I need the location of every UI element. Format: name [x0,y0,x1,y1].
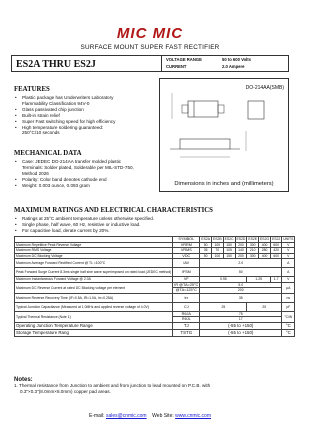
feature-item: • High temperature soldering guaranteed: [14,125,115,131]
website-link[interactable]: www.cnmic.com [175,413,211,419]
package-drawing-box [159,78,289,192]
part-range-title: ES2A THRU ES2J [12,56,162,71]
table-cell: V [282,277,295,283]
table-header: SYMBOL [173,237,200,243]
table-cell: ns [282,293,295,302]
ratings-table [14,236,295,337]
ir-condition: @TA=25°C [179,282,199,287]
feature-item: • Super Fast switching speed for high efficiency [14,119,115,125]
table-cell: 600 [271,242,282,248]
table-header: ES2C [224,237,234,242]
table-cell: 5.0 [200,282,282,288]
voltage-value: 50 to 600 Volts [222,57,252,62]
mechanical-list [14,159,134,189]
table-header: ES2D [236,237,246,242]
table-header: UNITS [283,237,294,242]
table-cell: 420 [271,248,282,254]
table-cell: CJ [173,302,200,311]
feature-item: Flammability Classification 94V-0 [22,100,90,106]
table-cell: trr [173,293,200,302]
table-cell: IAV [173,259,200,268]
table-row [15,268,295,277]
table-cell: 200 [200,288,282,294]
ir-symbol: IR [174,282,179,287]
table-cell: 100 [211,242,223,248]
table-cell: °C [282,322,295,329]
email-link[interactable]: sales@cnmic.com [105,413,147,419]
table-cell: (-55 to +150) [200,322,282,329]
table-cell: 200 [235,253,247,259]
feature-item: • Glass passivated chip junction [14,107,115,113]
table-cell: Maximum Average Forward Rectified Current @ TL =100°C [15,259,173,268]
table-header: ES2A [201,237,210,242]
mechanical-heading: MECHANICAL DATA [14,150,82,157]
feature-item: • Built-in strain relief [14,113,115,119]
mechanical-item: Method 2026 [22,170,49,176]
table-cell: 400 [259,242,271,248]
ratings-heading: MAXIMUM RATINGS AND ELECTRICAL CHARACTERISTICS [14,207,213,214]
table-cell: VRMS [173,248,200,254]
table-cell: Storage Temperature Rang [15,329,173,336]
table-cell: 0.95 [200,277,247,283]
table-cell: 75 [200,311,282,317]
table-cell: 100 [211,253,223,259]
table-cell: @TA=125°C [173,288,200,294]
table-cell: Maximum RMS Voltage [15,248,173,254]
table-row [15,329,295,336]
table-cell: 140 [235,248,247,254]
table-cell: 105 [223,248,235,254]
notes-section [14,377,210,395]
table-cell: 35 [200,293,282,302]
table-cell: IFSM [173,268,200,277]
table-cell: 50 [200,268,282,277]
website-label: Web Site: [152,413,174,419]
table-cell [173,282,200,288]
table-cell: 280 [259,248,271,254]
table-cell: pF [282,302,295,311]
current-value: 2.0 Ampere [222,63,245,69]
mechanical-item: • Weight: 0.003 ounce, 0.093 gram [14,183,134,189]
rating-item: • Single phase, half wave, 60 Hz, resistive or inductive load. [14,222,154,228]
table-cell: VRRM [173,242,200,248]
table-cell: VF [173,277,200,283]
table-cell: 210 [247,248,259,254]
table-cell: Typical Thermal Resistance (Note 1) [15,311,173,322]
features-list [14,95,115,136]
table-cell: 70 [211,248,223,254]
table-cell: Maximum DC Reverse Current at rated DC Blocking voltage per element [15,282,173,293]
table-row [15,293,295,302]
voltage-label: VOLTAGE RANGE [166,57,202,62]
rating-item: • For capacitive load, derate current by 20%. [14,228,154,234]
spec-summary [166,57,251,70]
table-cell: 35 [200,248,212,254]
table-cell: °C [282,329,295,336]
logo-text: MIC MIC [116,25,184,42]
table-cell: 2.0 [200,259,282,268]
notes-heading: Notes: [14,377,33,383]
table-cell: µA [282,282,295,293]
table-cell: 150 [223,253,235,259]
table-cell: 50 [200,253,212,259]
table-cell: RθJL [173,317,200,323]
table-cell: 20 [247,302,282,311]
table-cell: Typical Junction Capacitance (Measured at 1.0MHz and applied reverse voltage of 4.0V) [15,302,173,311]
footer [0,413,300,419]
table-cell: Operating Junction Temperature Range [15,322,173,329]
table-cell: 25 [200,302,247,311]
package-name: DO-214AA(SMB) [245,85,284,91]
table-cell: 200 [235,242,247,248]
mechanical-item: Terminals: Solder plated, Solderable per MIL-STD-750, [22,164,134,170]
table-cell: V [282,242,295,248]
table-cell: Maximum Repetitive Peak Reverse Voltage [15,242,173,248]
mechanical-item: • Case: JEDEC DO-214AA transfer molded plastic [14,159,134,165]
table-cell: 17 [200,317,282,323]
table-header: ES2J [272,237,281,242]
company-logo [112,25,188,42]
document-subtitle: SURFACE MOUNT SUPER FAST RECTIFIER [80,44,220,51]
table-cell: 150 [223,242,235,248]
title-box [11,55,289,72]
table-cell: 400 [259,253,271,259]
table-cell: VDC [173,253,200,259]
current-label: CURRENT [166,63,187,69]
feature-item: • Plastic package has Underwriters Laboratory [14,95,115,101]
table-header: ES2E [248,237,258,242]
table-row [15,259,295,268]
table-row [15,322,295,329]
table-cell: (-55 to +150) [200,329,282,336]
table-cell: 50 [200,242,212,248]
table-cell: V [282,253,295,259]
table-cell: °C/W [282,311,295,322]
table-cell: TJ [173,322,200,329]
mechanical-item: • Polarity: Color band denotes cathode end [14,177,134,183]
ratings-notes [14,216,154,234]
table-cell: 1.25 [247,277,271,283]
table-cell: RθJA [173,311,200,317]
table-cell: Peak Forward Surge Current 8.3ms single half sine wave superimposed on rated load (JEDEC method) [15,268,173,277]
package-outline-drawing [160,79,290,193]
table-cell: Maximum Instantaneous Forward Voltage @ 2.0A [15,277,173,283]
table-cell: 300 [247,253,259,259]
table-cell: Maximum Reverse Recovery Time (IF=0.5A, IR=1.0A, Irr=0.25A) [15,293,173,302]
rating-item: • Ratings at 25°C ambient temperature unless otherwise specified. [14,216,154,222]
table-cell: 600 [271,253,282,259]
table-cell: A [282,268,295,277]
note-text: 0.3"×0.3"(8.0mm×8.0mm) copper pad areas. [20,389,111,394]
table-cell: TSTG [173,329,200,336]
table-cell: 1.7 [271,277,282,283]
table-header: ES2B [212,237,222,242]
table-row [15,302,295,311]
table-cell: A [282,259,295,268]
email-label: E-mail: [89,413,105,419]
table-header: ES2G [260,237,270,242]
table-cell: Maximum DC Blocking Voltage [15,253,173,259]
table-cell: V [282,248,295,254]
features-heading: FEATURES [14,86,50,93]
dimensions-note: Dimensions in inches and (millimeters) [174,181,274,187]
note-text: 1. Thermal resistance from Junction to ambient and from junction to lead mounted on P.C.B. with [14,383,211,388]
table-cell: 300 [247,242,259,248]
feature-item: 250°C/10 seconds [22,130,60,136]
